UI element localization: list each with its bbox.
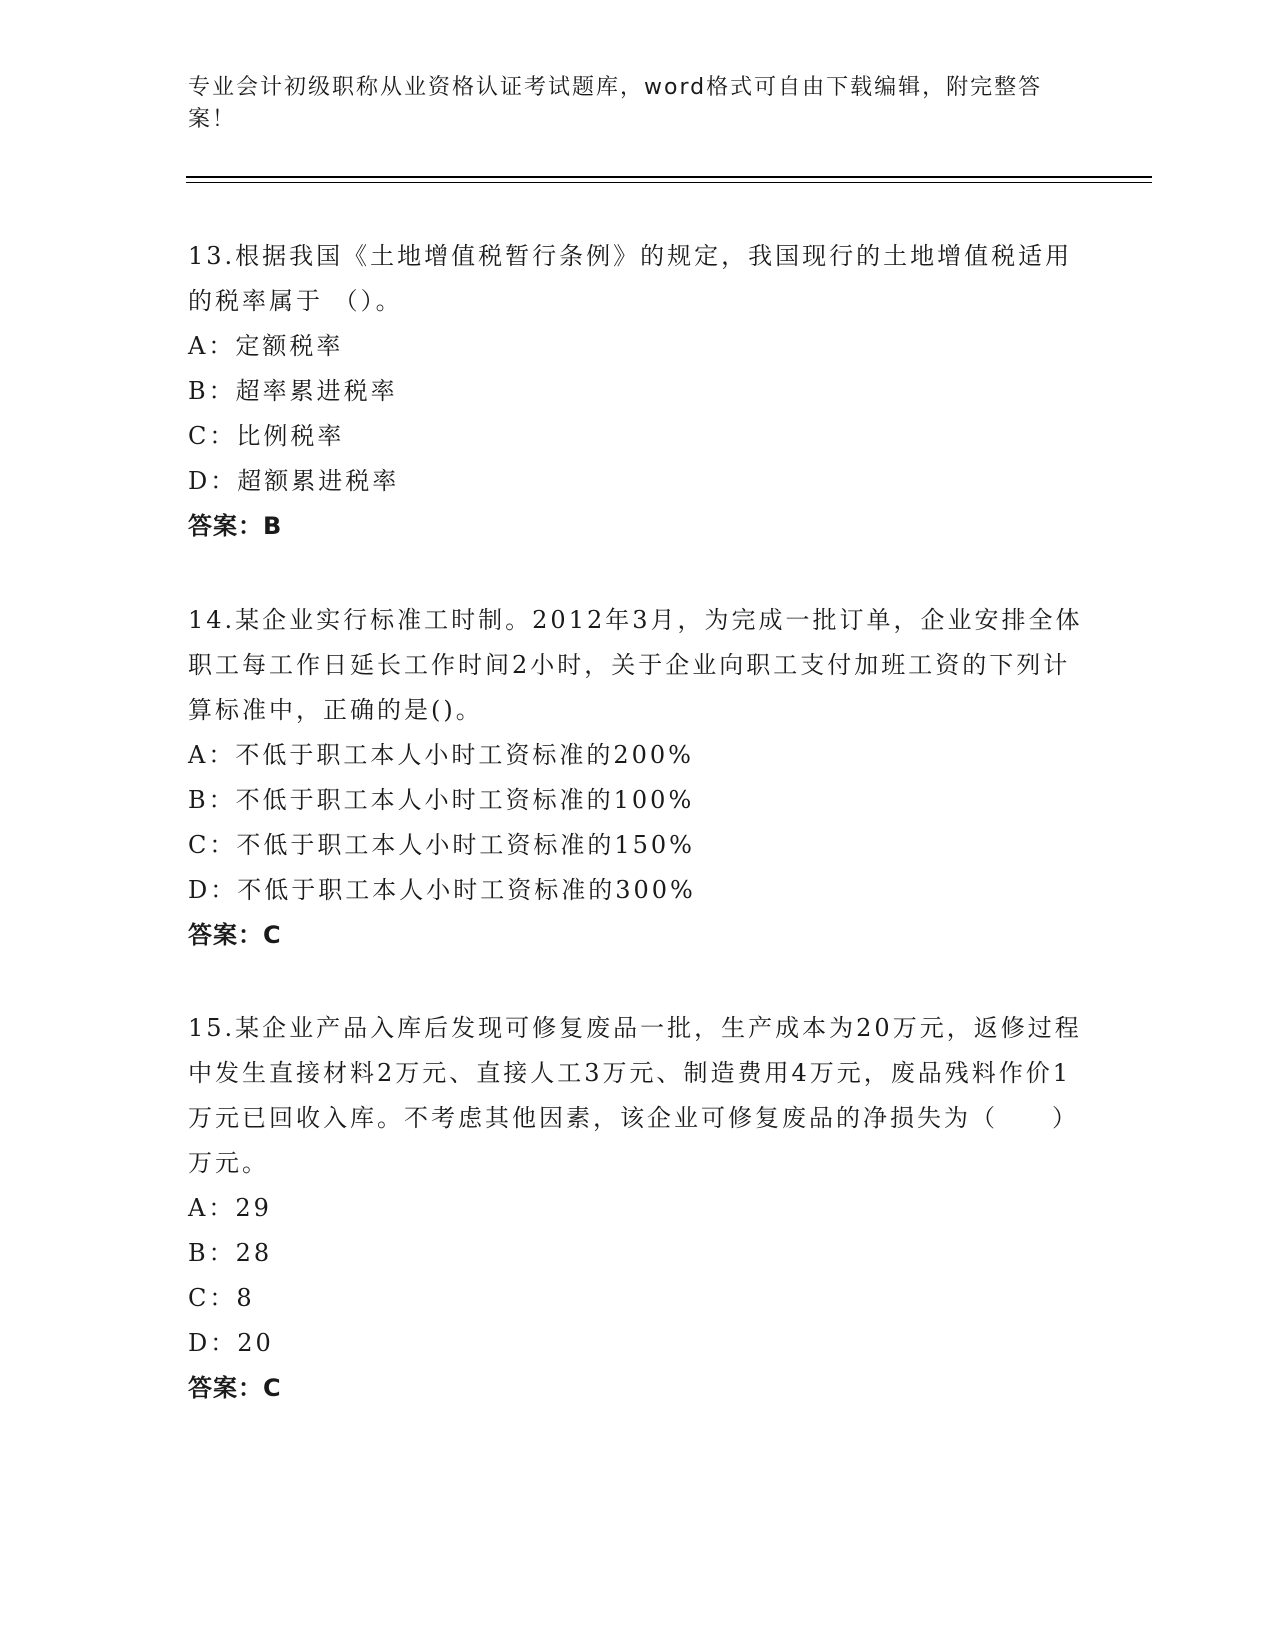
option-c: C：不低于职工本人小时工资标准的150% <box>188 831 695 859</box>
question-stem: 15.某企业产品入库后发现可修复废品一批，生产成本为20万元，返修过程中发生直接材料2万元、直接人工3万元、制造费用4万元，废品残料作价1万元已回收入库。不考虑其他因素，该企业可修复废品的净损失为（ ）万元。 <box>188 1014 1082 1177</box>
option-c: C：比例税率 <box>188 422 345 450</box>
question-stem: 14.某企业实行标准工时制。2012年3月，为完成一批订单，企业安排全体职工每工作日延长工作时间2小时，关于企业向职工支付加班工资的下列计算标准中，正确的是()。 <box>188 606 1083 724</box>
option-a: A：不低于职工本人小时工资标准的200% <box>188 741 694 769</box>
option-d: D：不低于职工本人小时工资标准的300% <box>188 876 696 904</box>
question-14 <box>188 598 1088 958</box>
option-d: D：超额累进税率 <box>188 467 400 495</box>
answer-label: 答案：C <box>188 1374 282 1402</box>
question-13 <box>188 234 1088 549</box>
option-c: C：8 <box>188 1284 255 1312</box>
answer-label: 答案：B <box>188 512 283 540</box>
answer-label: 答案：C <box>188 921 282 949</box>
option-b: B：不低于职工本人小时工资标准的100% <box>188 786 695 814</box>
option-a: A：定额税率 <box>188 332 344 360</box>
question-stem: 13.根据我国《土地增值税暂行条例》的规定，我国现行的土地增值税适用的税率属于 （）。 <box>188 242 1073 315</box>
question-15 <box>188 1006 1088 1411</box>
document-header: 专业会计初级职称从业资格认证考试题库，word格式可自由下载编辑，附完整答案！ <box>188 75 1043 132</box>
option-d: D：20 <box>188 1329 274 1357</box>
option-b: B：超率累进税率 <box>188 377 398 405</box>
header-divider-thick <box>186 176 1152 178</box>
option-b: B：28 <box>188 1239 273 1267</box>
header-divider-thin <box>186 182 1152 183</box>
option-a: A：29 <box>188 1194 272 1222</box>
